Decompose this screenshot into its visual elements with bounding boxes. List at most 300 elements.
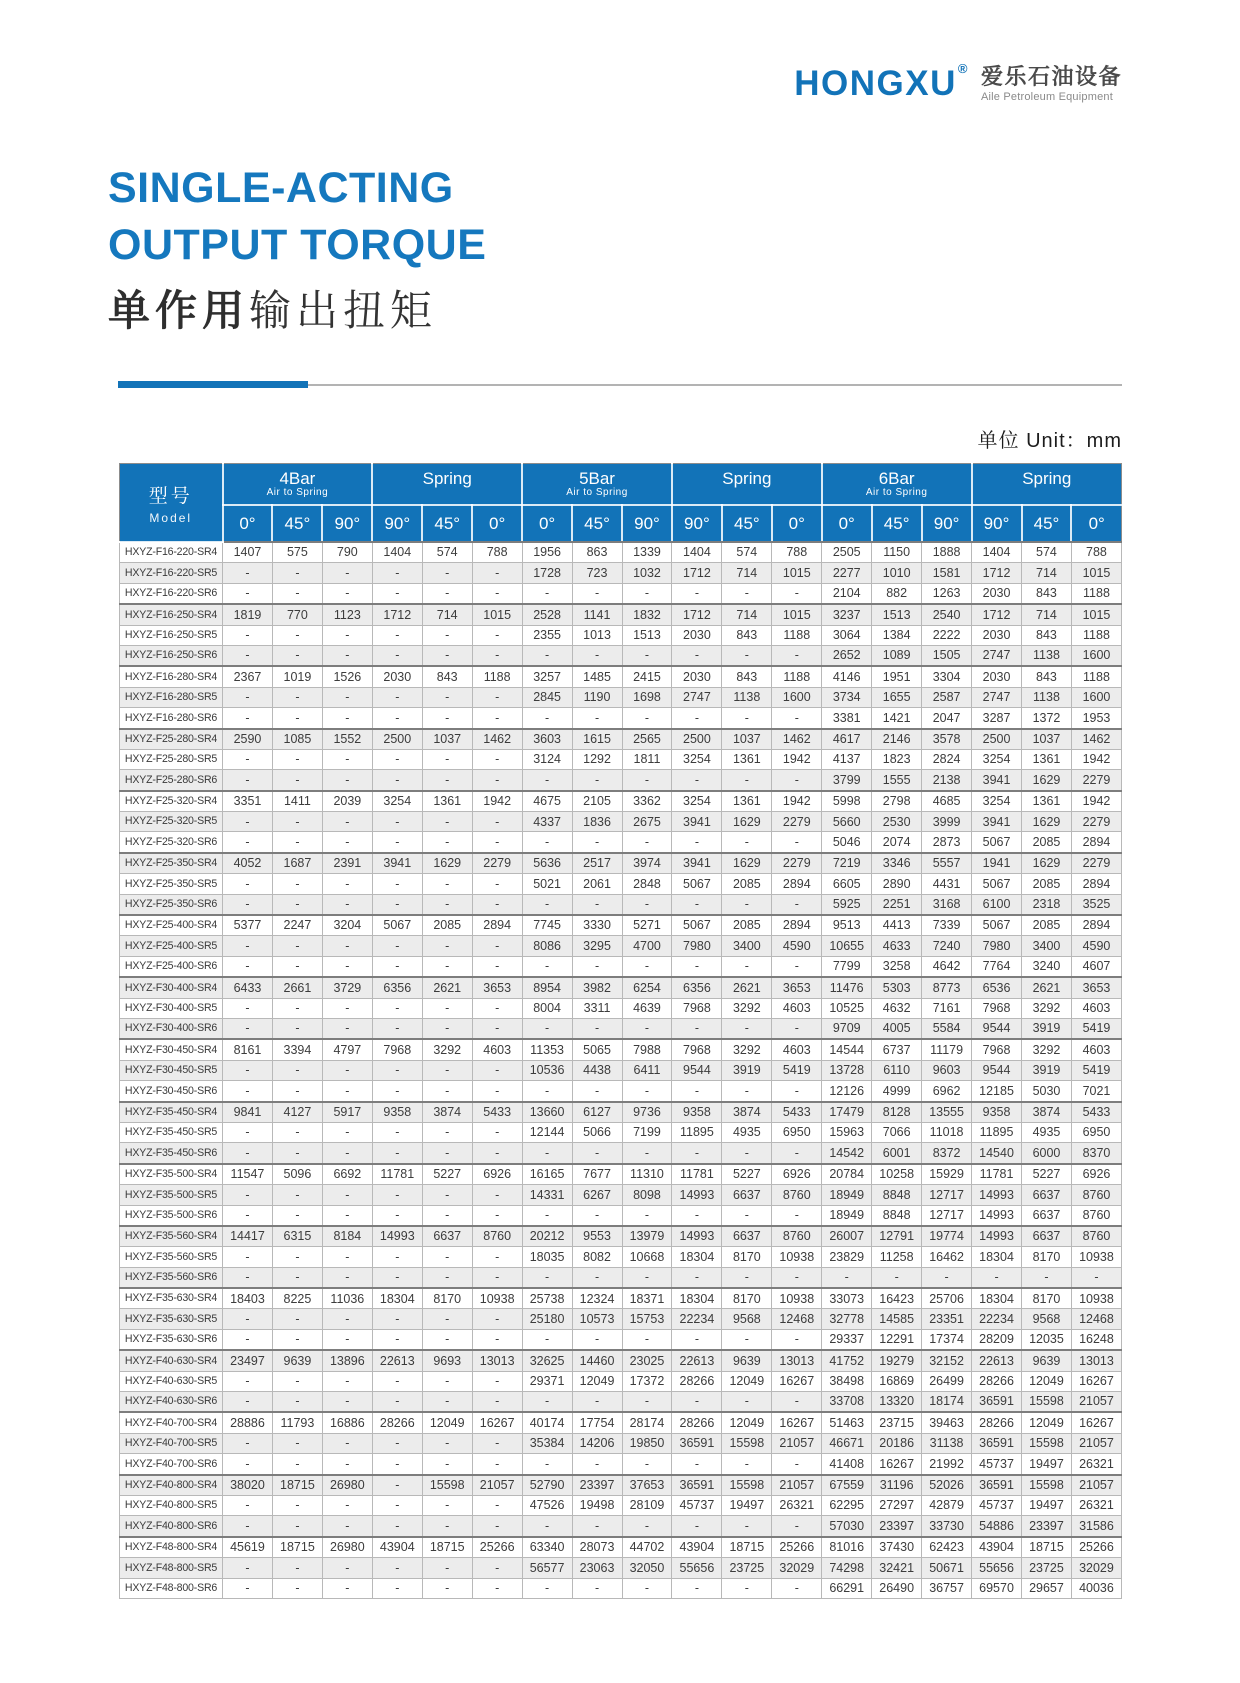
value-cell: 23397: [572, 1475, 622, 1496]
value-cell: -: [472, 1371, 522, 1391]
table-row: [120, 1578, 1122, 1598]
value-cell: 8370: [1071, 1143, 1121, 1164]
value-cell: 2747: [672, 687, 722, 707]
value-cell: -: [622, 1578, 672, 1598]
value-cell: 45619: [223, 1537, 273, 1558]
value-cell: 12144: [522, 1122, 572, 1142]
value-cell: 2279: [1071, 853, 1121, 874]
value-cell: 1404: [372, 542, 422, 563]
group-label: 5Bar: [579, 468, 615, 488]
value-cell: -: [223, 1495, 273, 1515]
value-cell: 1032: [622, 563, 672, 583]
value-cell: 1552: [322, 729, 372, 750]
value-cell: 13320: [872, 1392, 922, 1413]
value-cell: -: [322, 770, 372, 791]
value-cell: 1361: [422, 791, 472, 812]
value-cell: -: [772, 1081, 822, 1102]
value-cell: 8760: [472, 1226, 522, 1247]
value-cell: 4005: [872, 1018, 922, 1039]
brand-name: [794, 60, 968, 101]
value-cell: 2747: [972, 687, 1022, 707]
table-row: [120, 583, 1122, 604]
value-cell: 2279: [772, 853, 822, 874]
value-cell: 843: [422, 666, 472, 687]
value-cell: 6637: [422, 1226, 472, 1247]
value-cell: -: [472, 1433, 522, 1453]
value-cell: 4603: [472, 1039, 522, 1060]
value-cell: -: [772, 1516, 822, 1537]
value-cell: 1188: [1071, 666, 1121, 687]
value-cell: 2105: [572, 791, 622, 812]
group-header-spring-1: [372, 464, 522, 506]
model-header-cn: 型号: [148, 485, 193, 507]
value-cell: 6536: [972, 977, 1022, 998]
value-cell: 55656: [972, 1558, 1022, 1578]
value-cell: 3287: [972, 708, 1022, 729]
value-cell: 7968: [972, 1039, 1022, 1060]
value-cell: 12468: [772, 1309, 822, 1329]
value-cell: 3254: [972, 791, 1022, 812]
value-cell: 6950: [772, 1122, 822, 1142]
value-cell: 3603: [522, 729, 572, 750]
value-cell: 1407: [223, 542, 273, 563]
value-cell: 2047: [922, 708, 972, 729]
value-cell: 7240: [922, 936, 972, 956]
model-cell: HXYZ-F35-500-SR6: [120, 1205, 223, 1226]
value-cell: -: [672, 1267, 722, 1288]
value-cell: 2039: [322, 791, 372, 812]
value-cell: 13728: [822, 1060, 872, 1080]
value-cell: 25180: [522, 1309, 572, 1329]
value-cell: 18403: [223, 1288, 273, 1309]
value-cell: 13013: [472, 1350, 522, 1371]
value-cell: -: [322, 832, 372, 853]
value-cell: 6926: [472, 1164, 522, 1185]
table-row: [120, 915, 1122, 936]
table-row: [120, 708, 1122, 729]
value-cell: 2894: [472, 915, 522, 936]
value-cell: -: [223, 1558, 273, 1578]
value-cell: -: [722, 583, 772, 604]
value-cell: -: [422, 1122, 472, 1142]
value-cell: -: [622, 1516, 672, 1537]
value-cell: 1462: [772, 729, 822, 750]
value-cell: 44702: [622, 1537, 672, 1558]
value-cell: 11036: [322, 1288, 372, 1309]
degree-header: 90°: [372, 505, 422, 542]
value-cell: 9709: [822, 1018, 872, 1039]
value-cell: 5067: [672, 874, 722, 894]
group-sublabel: Air to Spring: [566, 487, 628, 499]
value-cell: -: [472, 749, 522, 769]
value-cell: -: [223, 1371, 273, 1391]
value-cell: -: [223, 1392, 273, 1413]
model-cell: HXYZ-F35-500-SR5: [120, 1185, 223, 1205]
value-cell: 3653: [1071, 977, 1121, 998]
value-cell: 9568: [1022, 1309, 1072, 1329]
value-cell: -: [472, 770, 522, 791]
value-cell: -: [472, 956, 522, 977]
value-cell: 714: [722, 604, 772, 625]
value-cell: 1600: [772, 687, 822, 707]
value-cell: -: [272, 1495, 322, 1515]
value-cell: 1037: [422, 729, 472, 750]
value-cell: 31138: [922, 1433, 972, 1453]
value-cell: 9358: [672, 1102, 722, 1123]
value-cell: -: [472, 1247, 522, 1267]
value-cell: -: [223, 1329, 273, 1350]
value-cell: -: [672, 583, 722, 604]
value-cell: 6100: [972, 894, 1022, 915]
value-cell: 12049: [422, 1412, 472, 1433]
value-cell: -: [672, 1018, 722, 1039]
value-cell: 1292: [572, 749, 622, 769]
model-cell: HXYZ-F30-400-SR4: [120, 977, 223, 998]
value-cell: 8170: [722, 1247, 772, 1267]
value-cell: 33708: [822, 1392, 872, 1413]
value-cell: 1019: [272, 666, 322, 687]
value-cell: -: [722, 708, 772, 729]
table-row: [120, 853, 1122, 874]
value-cell: -: [472, 583, 522, 604]
value-cell: -: [372, 1371, 422, 1391]
model-cell: HXYZ-F16-220-SR4: [120, 542, 223, 563]
value-cell: 8225: [272, 1288, 322, 1309]
value-cell: 8170: [1022, 1288, 1072, 1309]
value-cell: -: [622, 708, 672, 729]
value-cell: 1404: [672, 542, 722, 563]
value-cell: -: [672, 894, 722, 915]
value-cell: 714: [722, 563, 772, 583]
value-cell: 5917: [322, 1102, 372, 1123]
value-cell: 36591: [972, 1475, 1022, 1496]
value-cell: 8004: [522, 998, 572, 1018]
value-cell: 1513: [622, 625, 672, 645]
value-cell: 16267: [772, 1412, 822, 1433]
value-cell: -: [422, 832, 472, 853]
value-cell: 2074: [872, 832, 922, 853]
value-cell: -: [422, 687, 472, 707]
value-cell: 43904: [972, 1537, 1022, 1558]
value-cell: 45737: [672, 1495, 722, 1515]
value-cell: -: [1071, 1267, 1121, 1288]
value-cell: 2890: [872, 874, 922, 894]
value-cell: 26980: [322, 1537, 372, 1558]
value-cell: 8773: [922, 977, 972, 998]
value-cell: 45737: [972, 1454, 1022, 1475]
value-cell: 2621: [422, 977, 472, 998]
brand-name-text: HONGXU: [794, 64, 957, 103]
value-cell: 6254: [622, 977, 672, 998]
value-cell: -: [1022, 1267, 1072, 1288]
value-cell: 5067: [672, 915, 722, 936]
value-cell: 2565: [622, 729, 672, 750]
value-cell: -: [372, 1247, 422, 1267]
value-cell: -: [272, 1558, 322, 1578]
model-cell: HXYZ-F35-560-SR5: [120, 1247, 223, 1267]
value-cell: 16869: [872, 1371, 922, 1391]
value-cell: 574: [722, 542, 772, 563]
value-cell: 16462: [922, 1247, 972, 1267]
value-cell: 3292: [722, 1039, 772, 1060]
value-cell: -: [322, 1122, 372, 1142]
value-cell: -: [722, 1081, 772, 1102]
value-cell: -: [272, 1081, 322, 1102]
value-cell: -: [772, 832, 822, 853]
group-sublabel: [673, 487, 821, 498]
value-cell: 16423: [872, 1288, 922, 1309]
value-cell: 2146: [872, 729, 922, 750]
value-cell: -: [772, 1454, 822, 1475]
value-cell: 2528: [522, 604, 572, 625]
value-cell: -: [223, 812, 273, 832]
value-cell: 1615: [572, 729, 622, 750]
value-cell: -: [372, 1329, 422, 1350]
value-cell: -: [422, 563, 472, 583]
value-cell: -: [372, 1516, 422, 1537]
value-cell: 11258: [872, 1247, 922, 1267]
value-cell: -: [272, 625, 322, 645]
value-cell: -: [522, 1143, 572, 1164]
value-cell: -: [422, 645, 472, 666]
value-cell: 1698: [622, 687, 672, 707]
value-cell: 1942: [772, 791, 822, 812]
value-cell: 17372: [622, 1371, 672, 1391]
model-cell: HXYZ-F40-700-SR4: [120, 1412, 223, 1433]
value-cell: -: [272, 832, 322, 853]
value-cell: 3381: [822, 708, 872, 729]
value-cell: 5998: [822, 791, 872, 812]
value-cell: 8954: [522, 977, 572, 998]
value-cell: 4633: [872, 936, 922, 956]
value-cell: -: [322, 1454, 372, 1475]
value-cell: -: [722, 1578, 772, 1598]
value-cell: 1712: [972, 563, 1022, 583]
value-cell: 1953: [1071, 708, 1121, 729]
value-cell: -: [622, 1392, 672, 1413]
value-cell: 2621: [722, 977, 772, 998]
value-cell: 6315: [272, 1226, 322, 1247]
value-cell: 8760: [1071, 1185, 1121, 1205]
value-cell: 6110: [872, 1060, 922, 1080]
model-cell: HXYZ-F30-450-SR4: [120, 1039, 223, 1060]
value-cell: -: [223, 894, 273, 915]
value-cell: -: [772, 1392, 822, 1413]
value-cell: 14993: [672, 1185, 722, 1205]
value-cell: 3292: [722, 998, 772, 1018]
value-cell: -: [772, 583, 822, 604]
value-cell: 714: [1022, 604, 1072, 625]
model-cell: HXYZ-F25-280-SR6: [120, 770, 223, 791]
value-cell: -: [372, 956, 422, 977]
value-cell: 12126: [822, 1081, 872, 1102]
value-cell: 8848: [872, 1205, 922, 1226]
value-cell: 3941: [672, 853, 722, 874]
degree-header: 0°: [522, 505, 572, 542]
title-line-2: OUTPUT TORQUE: [108, 220, 487, 269]
degree-header: 90°: [972, 505, 1022, 542]
value-cell: 1138: [1022, 687, 1072, 707]
value-cell: 8170: [422, 1288, 472, 1309]
value-cell: -: [372, 1495, 422, 1515]
value-cell: 12185: [972, 1081, 1022, 1102]
value-cell: 2873: [922, 832, 972, 853]
value-cell: -: [422, 1495, 472, 1515]
degree-header: 0°: [1071, 505, 1121, 542]
value-cell: 21057: [1071, 1392, 1121, 1413]
value-cell: 1655: [872, 687, 922, 707]
value-cell: 3064: [822, 625, 872, 645]
value-cell: 36591: [972, 1433, 1022, 1453]
value-cell: 5303: [872, 977, 922, 998]
value-cell: 3941: [972, 770, 1022, 791]
value-cell: 12049: [722, 1371, 772, 1391]
value-cell: 3874: [722, 1102, 772, 1123]
value-cell: -: [672, 770, 722, 791]
value-cell: -: [772, 1329, 822, 1350]
value-cell: -: [522, 956, 572, 977]
value-cell: 574: [422, 542, 472, 563]
value-cell: 2894: [1071, 915, 1121, 936]
value-cell: 10938: [472, 1288, 522, 1309]
value-cell: 12049: [572, 1371, 622, 1391]
value-cell: -: [472, 812, 522, 832]
value-cell: 10573: [572, 1309, 622, 1329]
value-cell: 5030: [1022, 1081, 1072, 1102]
value-cell: 1037: [722, 729, 772, 750]
value-cell: 5433: [472, 1102, 522, 1123]
value-cell: 7066: [872, 1122, 922, 1142]
value-cell: -: [422, 1309, 472, 1329]
value-cell: 2030: [972, 625, 1022, 645]
value-cell: -: [322, 625, 372, 645]
value-cell: 5021: [522, 874, 572, 894]
value-cell: -: [272, 563, 322, 583]
value-cell: -: [672, 1143, 722, 1164]
value-cell: 14540: [972, 1143, 1022, 1164]
value-cell: -: [422, 1371, 472, 1391]
value-cell: -: [272, 645, 322, 666]
value-cell: 1942: [1071, 791, 1121, 812]
value-cell: 1361: [1022, 749, 1072, 769]
value-cell: -: [223, 1081, 273, 1102]
value-cell: 1888: [922, 542, 972, 563]
value-cell: 5584: [922, 1018, 972, 1039]
value-cell: 1089: [872, 645, 922, 666]
value-cell: 9544: [672, 1060, 722, 1080]
value-cell: 1712: [672, 604, 722, 625]
value-cell: 2652: [822, 645, 872, 666]
value-cell: 14993: [972, 1185, 1022, 1205]
value-cell: 15598: [722, 1433, 772, 1453]
value-cell: 3168: [922, 894, 972, 915]
value-cell: 1263: [922, 583, 972, 604]
value-cell: 12717: [922, 1205, 972, 1226]
value-cell: 2085: [422, 915, 472, 936]
value-cell: -: [572, 645, 622, 666]
value-cell: 1942: [472, 791, 522, 812]
model-cell: HXYZ-F40-700-SR6: [120, 1454, 223, 1475]
value-cell: 4431: [922, 874, 972, 894]
value-cell: 2279: [1071, 770, 1121, 791]
value-cell: 5271: [622, 915, 672, 936]
value-cell: 2824: [922, 749, 972, 769]
value-cell: 2367: [223, 666, 273, 687]
value-cell: 3874: [422, 1102, 472, 1123]
value-cell: -: [572, 708, 622, 729]
value-cell: 843: [722, 625, 772, 645]
value-cell: 3292: [422, 1039, 472, 1060]
value-cell: -: [422, 1454, 472, 1475]
value-cell: 12717: [922, 1185, 972, 1205]
value-cell: -: [572, 583, 622, 604]
value-cell: 1526: [322, 666, 372, 687]
value-cell: 1188: [772, 666, 822, 687]
value-cell: -: [672, 1516, 722, 1537]
value-cell: 2030: [672, 666, 722, 687]
value-cell: 8760: [772, 1185, 822, 1205]
value-cell: 788: [1071, 542, 1121, 563]
value-cell: 33730: [922, 1516, 972, 1537]
value-cell: 13013: [1071, 1350, 1121, 1371]
title-chinese: [108, 286, 486, 336]
value-cell: 11018: [922, 1122, 972, 1142]
model-cell: HXYZ-F16-220-SR6: [120, 583, 223, 604]
value-cell: -: [772, 1143, 822, 1164]
value-cell: 16886: [322, 1412, 372, 1433]
value-cell: 14993: [372, 1226, 422, 1247]
value-cell: 41408: [822, 1454, 872, 1475]
value-cell: -: [522, 894, 572, 915]
value-cell: 1505: [922, 645, 972, 666]
value-cell: 1942: [1071, 749, 1121, 769]
degree-header: 45°: [1022, 505, 1072, 542]
value-cell: -: [522, 1329, 572, 1350]
value-cell: 18715: [272, 1537, 322, 1558]
group-label: 6Bar: [878, 468, 915, 488]
value-cell: -: [522, 1267, 572, 1288]
value-cell: 14331: [522, 1185, 572, 1205]
value-cell: 1462: [1071, 729, 1121, 750]
value-cell: -: [522, 1578, 572, 1598]
value-cell: -: [372, 998, 422, 1018]
value-cell: 6001: [872, 1143, 922, 1164]
value-cell: 31196: [872, 1475, 922, 1496]
degree-header: 0°: [772, 505, 822, 542]
value-cell: 5067: [972, 874, 1022, 894]
value-cell: -: [272, 1143, 322, 1164]
value-cell: 28109: [622, 1495, 672, 1515]
value-cell: 11793: [272, 1412, 322, 1433]
section-divider: [118, 381, 1122, 389]
model-cell: HXYZ-F25-350-SR5: [120, 874, 223, 894]
value-cell: 11895: [672, 1122, 722, 1142]
value-cell: 5433: [772, 1102, 822, 1123]
value-cell: 5419: [1071, 1060, 1121, 1080]
table-row: [120, 1018, 1122, 1039]
value-cell: 1629: [722, 853, 772, 874]
table-row: [120, 977, 1122, 998]
degree-header: 0°: [472, 505, 522, 542]
value-cell: -: [472, 1516, 522, 1537]
group-sublabel: Air to Spring: [266, 487, 329, 499]
model-cell: HXYZ-F35-450-SR5: [120, 1122, 223, 1142]
table-row: [120, 1454, 1122, 1475]
value-cell: 1013: [572, 625, 622, 645]
value-cell: 3919: [1022, 1060, 1072, 1080]
value-cell: 3974: [622, 853, 672, 874]
value-cell: -: [772, 770, 822, 791]
